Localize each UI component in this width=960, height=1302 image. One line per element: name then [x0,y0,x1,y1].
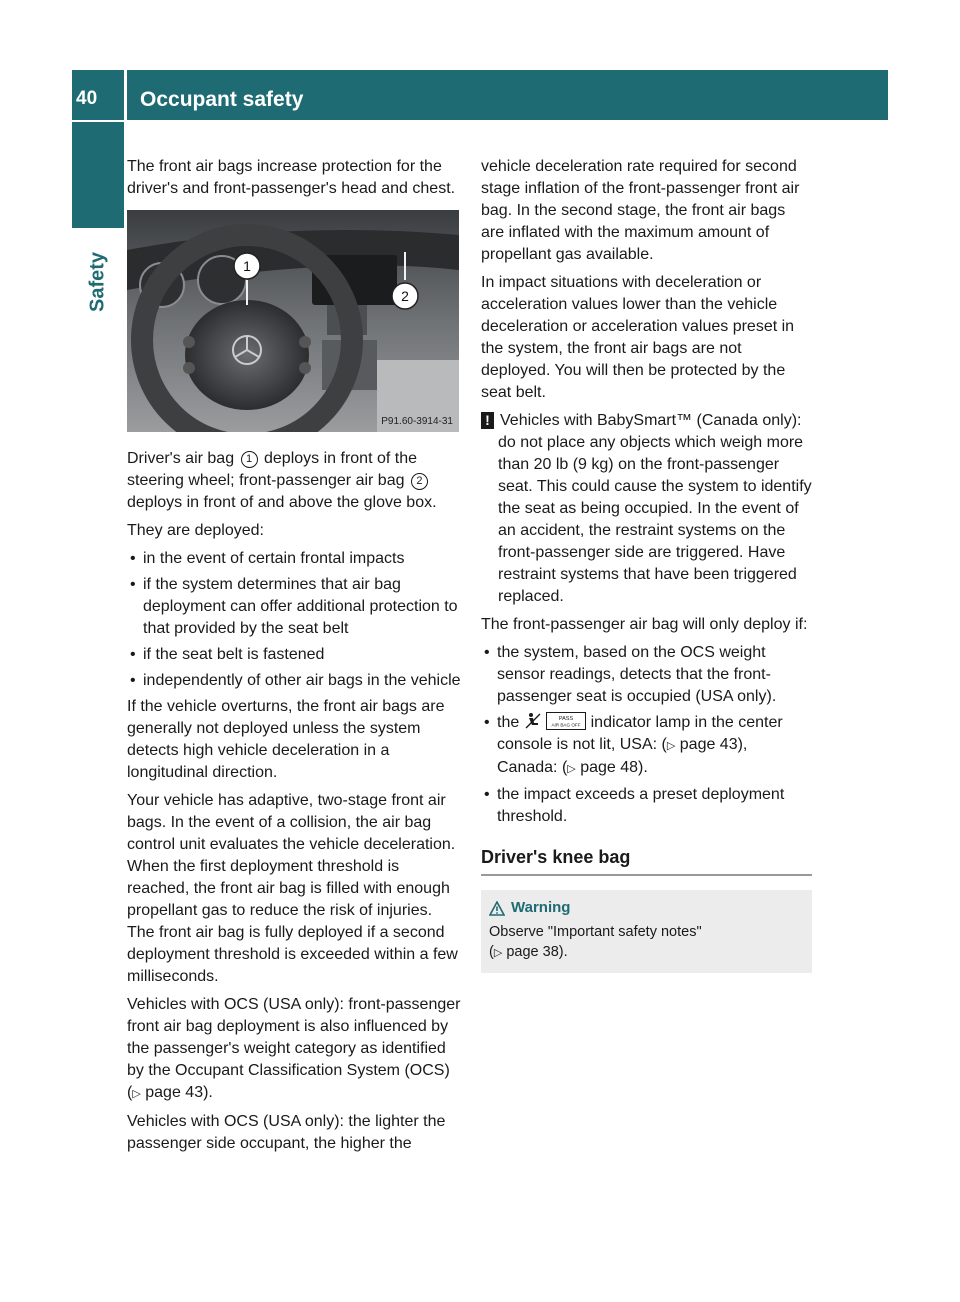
seat-airbag-off-icon [524,712,542,730]
deploy-if-intro: The front-passenger air bag will only deploy if: [481,616,808,633]
notice-lead: Vehicles with BabySmart™ (Canada only): [500,412,802,429]
lower-values-paragraph: In impact situations with deceleration or acceleration values lower than the vehicle deceleration or acceleration values preset in the system, the front air bags are not deployed. You will then be protected by the seat belt. [481,274,795,401]
overturn-paragraph: If the vehicle overturns, the front air bags are generally not deployed unless the system detects high vehicle deceleration in a longitudinal direction. [127,698,445,781]
warning-box [481,890,812,973]
list-item: • if the seat belt is fastened [127,644,461,666]
caption-part-a: Driver's air bag [127,450,235,467]
page-ref[interactable]: page 38). [506,944,568,960]
list-item: • the impact exceeds a preset deployment threshold. [481,784,812,828]
deployment-bullets [127,548,461,692]
list-item: • independently of other air bags in the vehicle [127,670,461,692]
deploy-conditions [481,642,812,828]
cond-2-pre: the [497,714,520,731]
list-item: • the system, based on the OCS weight sensor readings, detects that the front-passenger seat is occupied (USA only). [481,642,812,708]
pass-airbag-off-lamp-icon [546,712,586,730]
babysmart-notice [481,410,812,608]
ocs-paragraph-a [127,994,461,1105]
side-tab-block [72,122,124,228]
adaptive-paragraph: Your vehicle has adaptive, two-stage front air bags. In the event of a collision, the air bag control unit evaluates the vehicle deceleration. When the first deployment threshold is reached, the front air bag is filled with enough propellant gas to reduce the risk of injuries. The front air bag is fully deployed if a second deployment threshold is exceeded within a few milliseconds. [127,792,458,985]
lamp-text-pass: PASS [559,716,574,722]
list-item: • if the system determines that air bag deployment can offer additional protection to that provided by the seat belt [127,574,461,640]
cockpit-photo [127,210,459,432]
page-number: 40 [76,88,98,109]
cond-2-post: indicator lamp in the center console is not lit, USA: ( [497,714,783,753]
knee-bag-heading: Driver's knee bag [481,846,812,876]
warning-title-row [489,898,804,918]
header-divider [124,70,127,120]
intro-paragraph: The front air bags increase protection for the driver's and front-passenger's head and chest. [127,158,456,197]
section-title: Occupant safety [140,88,304,111]
left-column [127,156,461,1161]
cond-2-canada: Canada: ( [497,759,568,776]
page-ref[interactable]: page 43). [145,1084,213,1101]
caption-part-c: deploys in front of and above the glove box. [127,494,437,511]
callout-1-icon: 1 [241,451,258,468]
page-ref-icon: ▷ [666,740,676,752]
warning-title: Warning [511,899,571,916]
notice-body: do not place any objects which weigh more than 20 lb (9 kg) on the front-passenger seat. This could cause the system to identify the seat as being occupied. In the event of an accident, the restraint systems on the front-passenger side are triggered. Have restraint systems that have been triggered replaced. [498,434,812,605]
ocs-text-a: Vehicles with OCS (USA only): front-passenger front air bag deployment is also influenced by the passenger's weight category as identified by the Occupant Classification System (OCS) ( [127,996,461,1101]
airbag-caption [127,448,461,514]
cockpit-figure [127,210,459,432]
page-ref[interactable]: page 43), [679,736,748,753]
photo-code: P91.60-3914-31 [381,416,453,427]
page-ref[interactable]: page 48). [580,759,648,776]
deployed-intro: They are deployed: [127,522,264,539]
continuation-paragraph: vehicle deceleration rate required for second stage inflation of the front-passenger front air bag. In the second stage, the front air bags are inflated with the maximum amount of propellant gas available. [481,158,800,263]
lamp-text-airbag-off: AIR BAG OFF [551,722,581,728]
page-ref-icon: ▷ [132,1088,141,1100]
exclamation-icon: ! [481,412,494,429]
warning-body: Observe "Important safety notes" [489,924,702,940]
page-ref-icon: ▷ [493,947,503,959]
page-ref-icon: ▷ [567,763,576,775]
ocs-paragraph-b: Vehicles with OCS (USA only): the lighter the passenger side occupant, the higher the [127,1113,446,1152]
warning-ref-line: (▷ page 38). [489,944,568,960]
caption-part-b: deploys in front of the steering wheel; front-passenger air bag [127,450,417,489]
right-column [481,156,812,973]
figure-callout-2: 2 [401,288,409,304]
list-item: • in the event of certain frontal impacts [127,548,461,570]
side-tab [72,232,124,332]
callout-2-icon: 2 [411,473,428,490]
side-tab-label: Safety [86,251,109,313]
figure-callout-1: 1 [243,258,251,274]
list-item [481,712,812,780]
warning-triangle-icon [489,901,505,916]
